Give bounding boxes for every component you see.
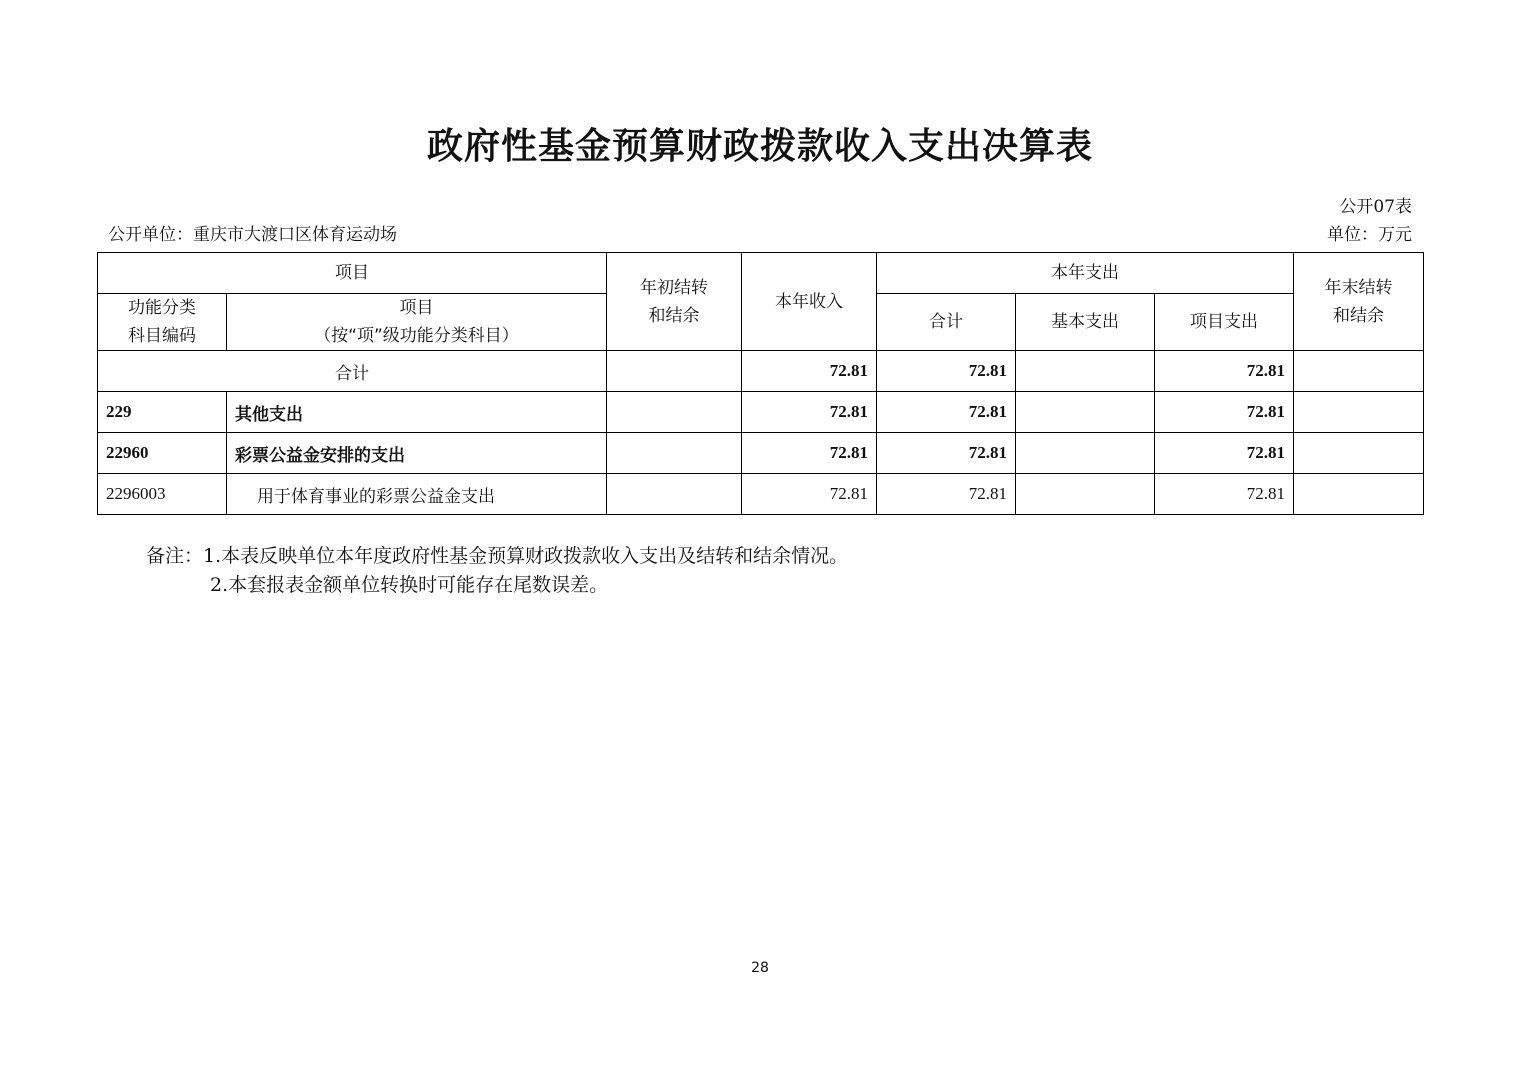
- header-carry-begin: [607, 253, 742, 351]
- header-carry-begin-line2: 和结余: [648, 305, 700, 326]
- header-item-name-line2: （按“项”级功能分类科目）: [314, 326, 519, 346]
- total-expense-basic: [1016, 351, 1155, 392]
- row-carry-begin: [607, 433, 742, 474]
- row-carry-end: [1294, 392, 1424, 433]
- row-expense-total: 72.81: [877, 433, 1016, 474]
- row-expense-project: 72.81: [1155, 392, 1294, 433]
- header-item-name: [227, 294, 607, 351]
- header-expense: 本年支出: [877, 253, 1294, 294]
- row-expense-basic: [1016, 392, 1155, 433]
- row-code: 22960: [98, 433, 227, 474]
- header-item: 项目: [98, 253, 607, 294]
- header-carry-end: [1294, 253, 1424, 351]
- header-row-1: [98, 253, 1424, 294]
- header-func-code-line1: 功能分类: [128, 298, 196, 318]
- row-name: 彩票公益金安排的支出: [227, 433, 607, 474]
- total-row: [98, 351, 1424, 392]
- table-row: [98, 392, 1424, 433]
- row-carry-begin: [607, 392, 742, 433]
- header-income: 本年收入: [742, 253, 877, 351]
- row-carry-begin: [607, 474, 742, 515]
- page-title: 政府性基金预算财政拨款收入支出决算表: [426, 126, 1093, 167]
- page-number: 28: [751, 960, 769, 976]
- table-row: [98, 433, 1424, 474]
- fund-budget-table: [97, 252, 1424, 515]
- header-expense-total: 合计: [877, 294, 1016, 351]
- row-income: 72.81: [742, 474, 877, 515]
- table-row: [98, 474, 1424, 515]
- row-code: 2296003: [98, 474, 227, 515]
- row-expense-project: 72.81: [1155, 474, 1294, 515]
- row-expense-basic: [1016, 474, 1155, 515]
- row-income: 72.81: [742, 433, 877, 474]
- note-line-1: 备注：1.本表反映单位本年度政府性基金预算财政拨款收入支出及结转和结余情况。: [146, 545, 849, 567]
- header-func-code: [98, 294, 227, 351]
- row-code: 229: [98, 392, 227, 433]
- total-carry-begin: [607, 351, 742, 392]
- row-name: 用于体育事业的彩票公益金支出: [227, 474, 607, 515]
- row-carry-end: [1294, 474, 1424, 515]
- note-line-2: 2.本套报表金额单位转换时可能存在尾数误差。: [210, 574, 609, 596]
- total-carry-end: [1294, 351, 1424, 392]
- header-carry-end-line1: 年末结转: [1324, 277, 1393, 298]
- header-carry-end-line2: 和结余: [1333, 305, 1385, 326]
- row-expense-total: 72.81: [877, 392, 1016, 433]
- total-expense-total: 72.81: [877, 351, 1016, 392]
- header-carry-begin-line1: 年初结转: [640, 277, 708, 298]
- row-name: 其他支出: [227, 392, 607, 433]
- header-func-code-line2: 科目编码: [128, 326, 196, 346]
- total-expense-project: 72.81: [1155, 351, 1294, 392]
- total-income: 72.81: [742, 351, 877, 392]
- header-item-name-line1: 项目: [399, 298, 434, 318]
- total-label: 合计: [98, 351, 607, 392]
- form-number: 公开07表: [1339, 197, 1412, 217]
- currency-unit: 单位：万元: [1327, 225, 1412, 245]
- row-expense-total: 72.81: [877, 474, 1016, 515]
- header-expense-project: 项目支出: [1155, 294, 1294, 351]
- row-income: 72.81: [742, 392, 877, 433]
- row-expense-basic: [1016, 433, 1155, 474]
- reporting-unit: 公开单位：重庆市大渡口区体育运动场: [108, 225, 397, 245]
- header-expense-basic: 基本支出: [1016, 294, 1155, 351]
- row-carry-end: [1294, 433, 1424, 474]
- row-expense-project: 72.81: [1155, 433, 1294, 474]
